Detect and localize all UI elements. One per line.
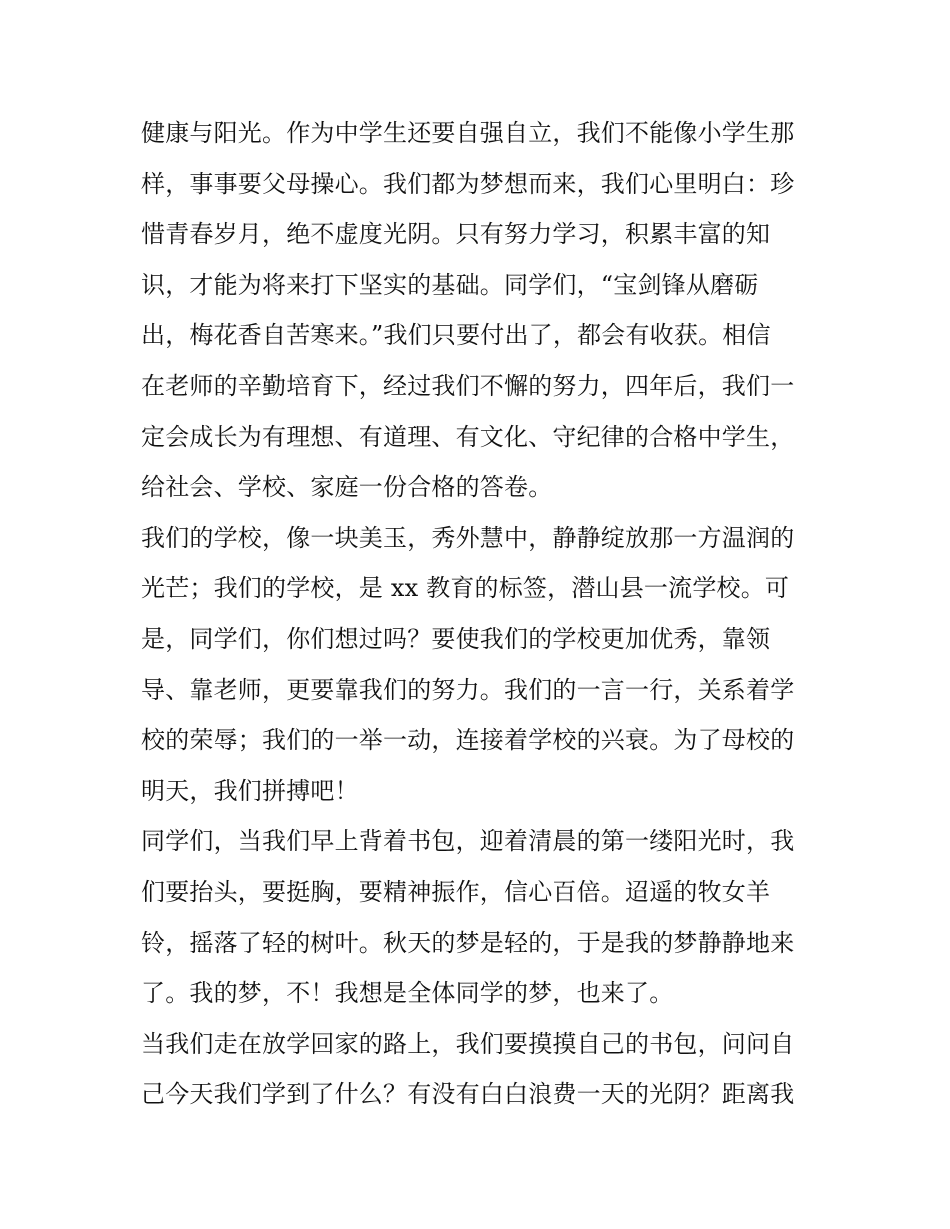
text-line: 们要抬头，要挺胸，要精神振作，信心百倍。迢遥的牧女羊 xyxy=(141,877,771,906)
text-line: 识，才能为将来打下坚实的基础。同学们，“宝剑锋从磨砺 xyxy=(141,270,759,299)
text-line: 定会成长为有理想、有道理、有文化、守纪律的合格中学生， xyxy=(141,422,795,451)
text-line: 当我们走在放学回家的路上，我们要摸摸自己的书包，问问自 xyxy=(141,1029,795,1058)
text-line: 了。我的梦，不！我想是全体同学的梦，也来了。 xyxy=(141,979,674,1008)
text-line: 出，梅花香自苦寒来。”我们只要付出了，都会有收获。相信 xyxy=(141,321,771,350)
text-line: 我们的学校，像一块美玉，秀外慧中，静静绽放那一方温润的 xyxy=(141,523,795,552)
text-line: 导、靠老师，更要靠我们的努力。我们的一言一行，关系着学 xyxy=(141,675,795,704)
text-line: 是，同学们，你们想过吗？要使我们的学校更加优秀，靠领 xyxy=(141,624,771,653)
text-line: 惜青春岁月，绝不虚度光阴。只有努力学习，积累丰富的知 xyxy=(141,220,771,249)
text-line: 同学们，当我们早上背着书包，迎着清晨的第一缕阳光时，我 xyxy=(141,827,795,856)
body-text xyxy=(141,108,821,1120)
text-line: 样，事事要父母操心。我们都为梦想而来，我们心里明白：珍 xyxy=(141,169,795,198)
text-line: 在老师的辛勤培育下，经过我们不懈的努力，四年后，我们一 xyxy=(141,371,795,400)
text-line: 铃，摇落了轻的树叶。秋天的梦是轻的，于是我的梦静静地来 xyxy=(141,928,795,957)
text-line: 己今天我们学到了什么？有没有白白浪费一天的光阴？距离我 xyxy=(141,1080,795,1109)
text-line: 光芒；我们的学校，是 xx 教育的标签，潜山县一流学校。可 xyxy=(141,574,790,603)
text-line: 校的荣辱；我们的一举一动，连接着学校的兴衰。为了母校的 xyxy=(141,726,795,755)
text-line: 健康与阳光。作为中学生还要自强自立，我们不能像小学生那 xyxy=(141,119,795,147)
text-line: 给社会、学校、家庭一份合格的答卷。 xyxy=(141,473,553,502)
text-line: 明天，我们拼搏吧！ xyxy=(141,776,359,805)
